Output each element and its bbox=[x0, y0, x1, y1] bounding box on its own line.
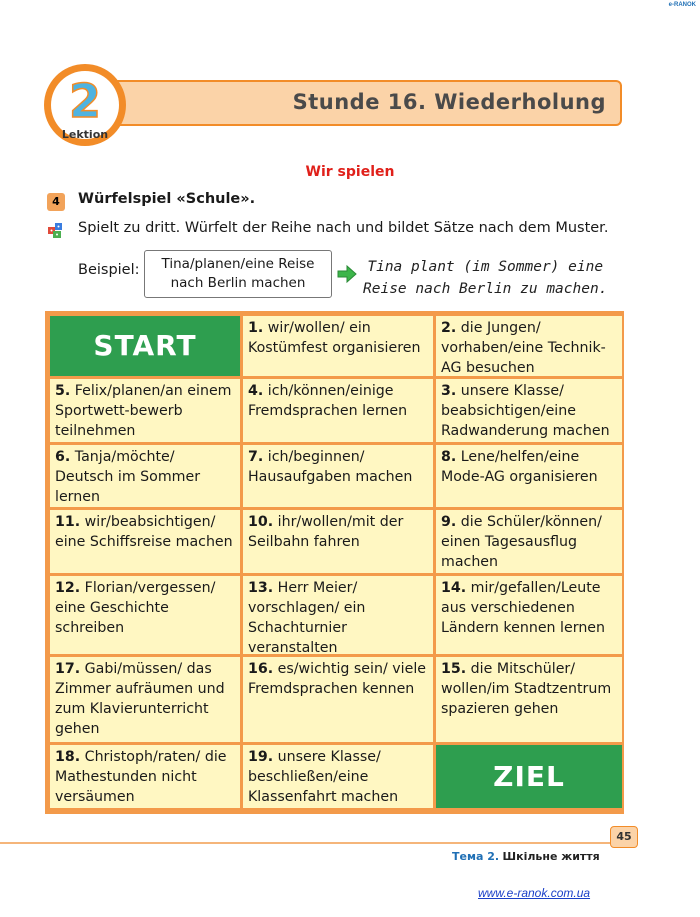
board-field: 18. Christoph/raten/ die Mathestunden nicht versäumen bbox=[50, 745, 240, 808]
board-field: 3. unsere Klasse/ beabsichtigen/eine Radwanderung machen bbox=[436, 379, 622, 442]
task-title: Würfelspiel «Schule». bbox=[78, 191, 256, 207]
lesson-badge bbox=[42, 62, 128, 148]
page-number: 45 bbox=[610, 826, 638, 848]
board-field: 10. ihr/wollen/mit der Seilbahn fahren bbox=[243, 510, 433, 573]
lesson-header bbox=[96, 80, 622, 126]
task-instruction: Spielt zu dritt. Würfelt der Reihe nach und bildet Sätze nach dem Muster. bbox=[78, 220, 609, 236]
page-title: Stunde 16. Wiederholung bbox=[292, 90, 606, 114]
lesson-number: 2 bbox=[68, 74, 102, 128]
goal-field: ZIEL bbox=[436, 745, 622, 808]
start-field: START bbox=[50, 316, 240, 376]
topic-label: Тема 2. bbox=[452, 850, 500, 863]
footer-topic bbox=[452, 850, 600, 863]
board-field: 14. mir/gefallen/Leute aus verschiedenen Ländern kennen lernen bbox=[436, 576, 622, 654]
board-field: 15. die Mitschüler/ wollen/im Stadtzentrum spazieren gehen bbox=[436, 657, 622, 742]
board-field: 1. wir/wollen/ ein Kostümfest organisieren bbox=[243, 316, 433, 376]
board-field: 5. Felix/planen/an einem Sportwett-bewerb teilnehmen bbox=[50, 379, 240, 442]
board-field: 12. Florian/vergessen/ eine Geschichte schreiben bbox=[50, 576, 240, 654]
example-answer bbox=[363, 256, 607, 300]
section-title: Wir spielen bbox=[305, 164, 395, 180]
example-answer-line: Reise nach Berlin zu machen. bbox=[363, 281, 608, 297]
publisher-link[interactable]: www.e-ranok.com.ua bbox=[478, 886, 591, 900]
board-field: 13. Herr Meier/ vorschlagen/ ein Schachturnier veranstalten bbox=[243, 576, 433, 654]
example-prompt bbox=[144, 250, 332, 298]
example-label: Beispiel: bbox=[78, 262, 140, 278]
board-field: 19. unsere Klasse/ beschließen/eine Klassenfahrt machen bbox=[243, 745, 433, 808]
publisher-logo: e-RANOK bbox=[668, 2, 696, 8]
board-field: 4. ich/können/einige Fremdsprachen lernen bbox=[243, 379, 433, 442]
board-field: 17. Gabi/müssen/ das Zimmer aufräumen und zum Klavierunterricht gehen bbox=[50, 657, 240, 742]
task-number: 4 bbox=[47, 193, 65, 211]
board-field: 9. die Schüler/können/ einen Tagesausflug machen bbox=[436, 510, 622, 573]
example-answer-line: Tina plant (im Sommer) eine bbox=[367, 259, 604, 275]
board-field: 16. es/wichtig sein/ viele Fremdsprachen kennen bbox=[243, 657, 433, 742]
board-field: 11. wir/beabsichtigen/ eine Schiffsreise machen bbox=[50, 510, 240, 573]
example-prompt-line: Tina/planen/eine Reise bbox=[161, 256, 315, 272]
board-field: 8. Lene/helfen/eine Mode-AG organisieren bbox=[436, 445, 622, 507]
board-field: 2. die Jungen/ vorhaben/eine Technik-AG besuchen bbox=[436, 316, 622, 376]
group-work-icon bbox=[47, 221, 65, 239]
topic-text: Шкільне життя bbox=[502, 850, 600, 863]
arrow-right-icon bbox=[336, 264, 358, 284]
example-prompt-line: nach Berlin machen bbox=[170, 275, 306, 291]
board-field: 6. Tanja/möchte/ Deutsch im Sommer lernen bbox=[50, 445, 240, 507]
board-field: 7. ich/beginnen/ Hausaufgaben machen bbox=[243, 445, 433, 507]
lesson-word: Lektion bbox=[61, 128, 109, 141]
game-board bbox=[45, 311, 624, 814]
footer-divider bbox=[0, 842, 610, 844]
